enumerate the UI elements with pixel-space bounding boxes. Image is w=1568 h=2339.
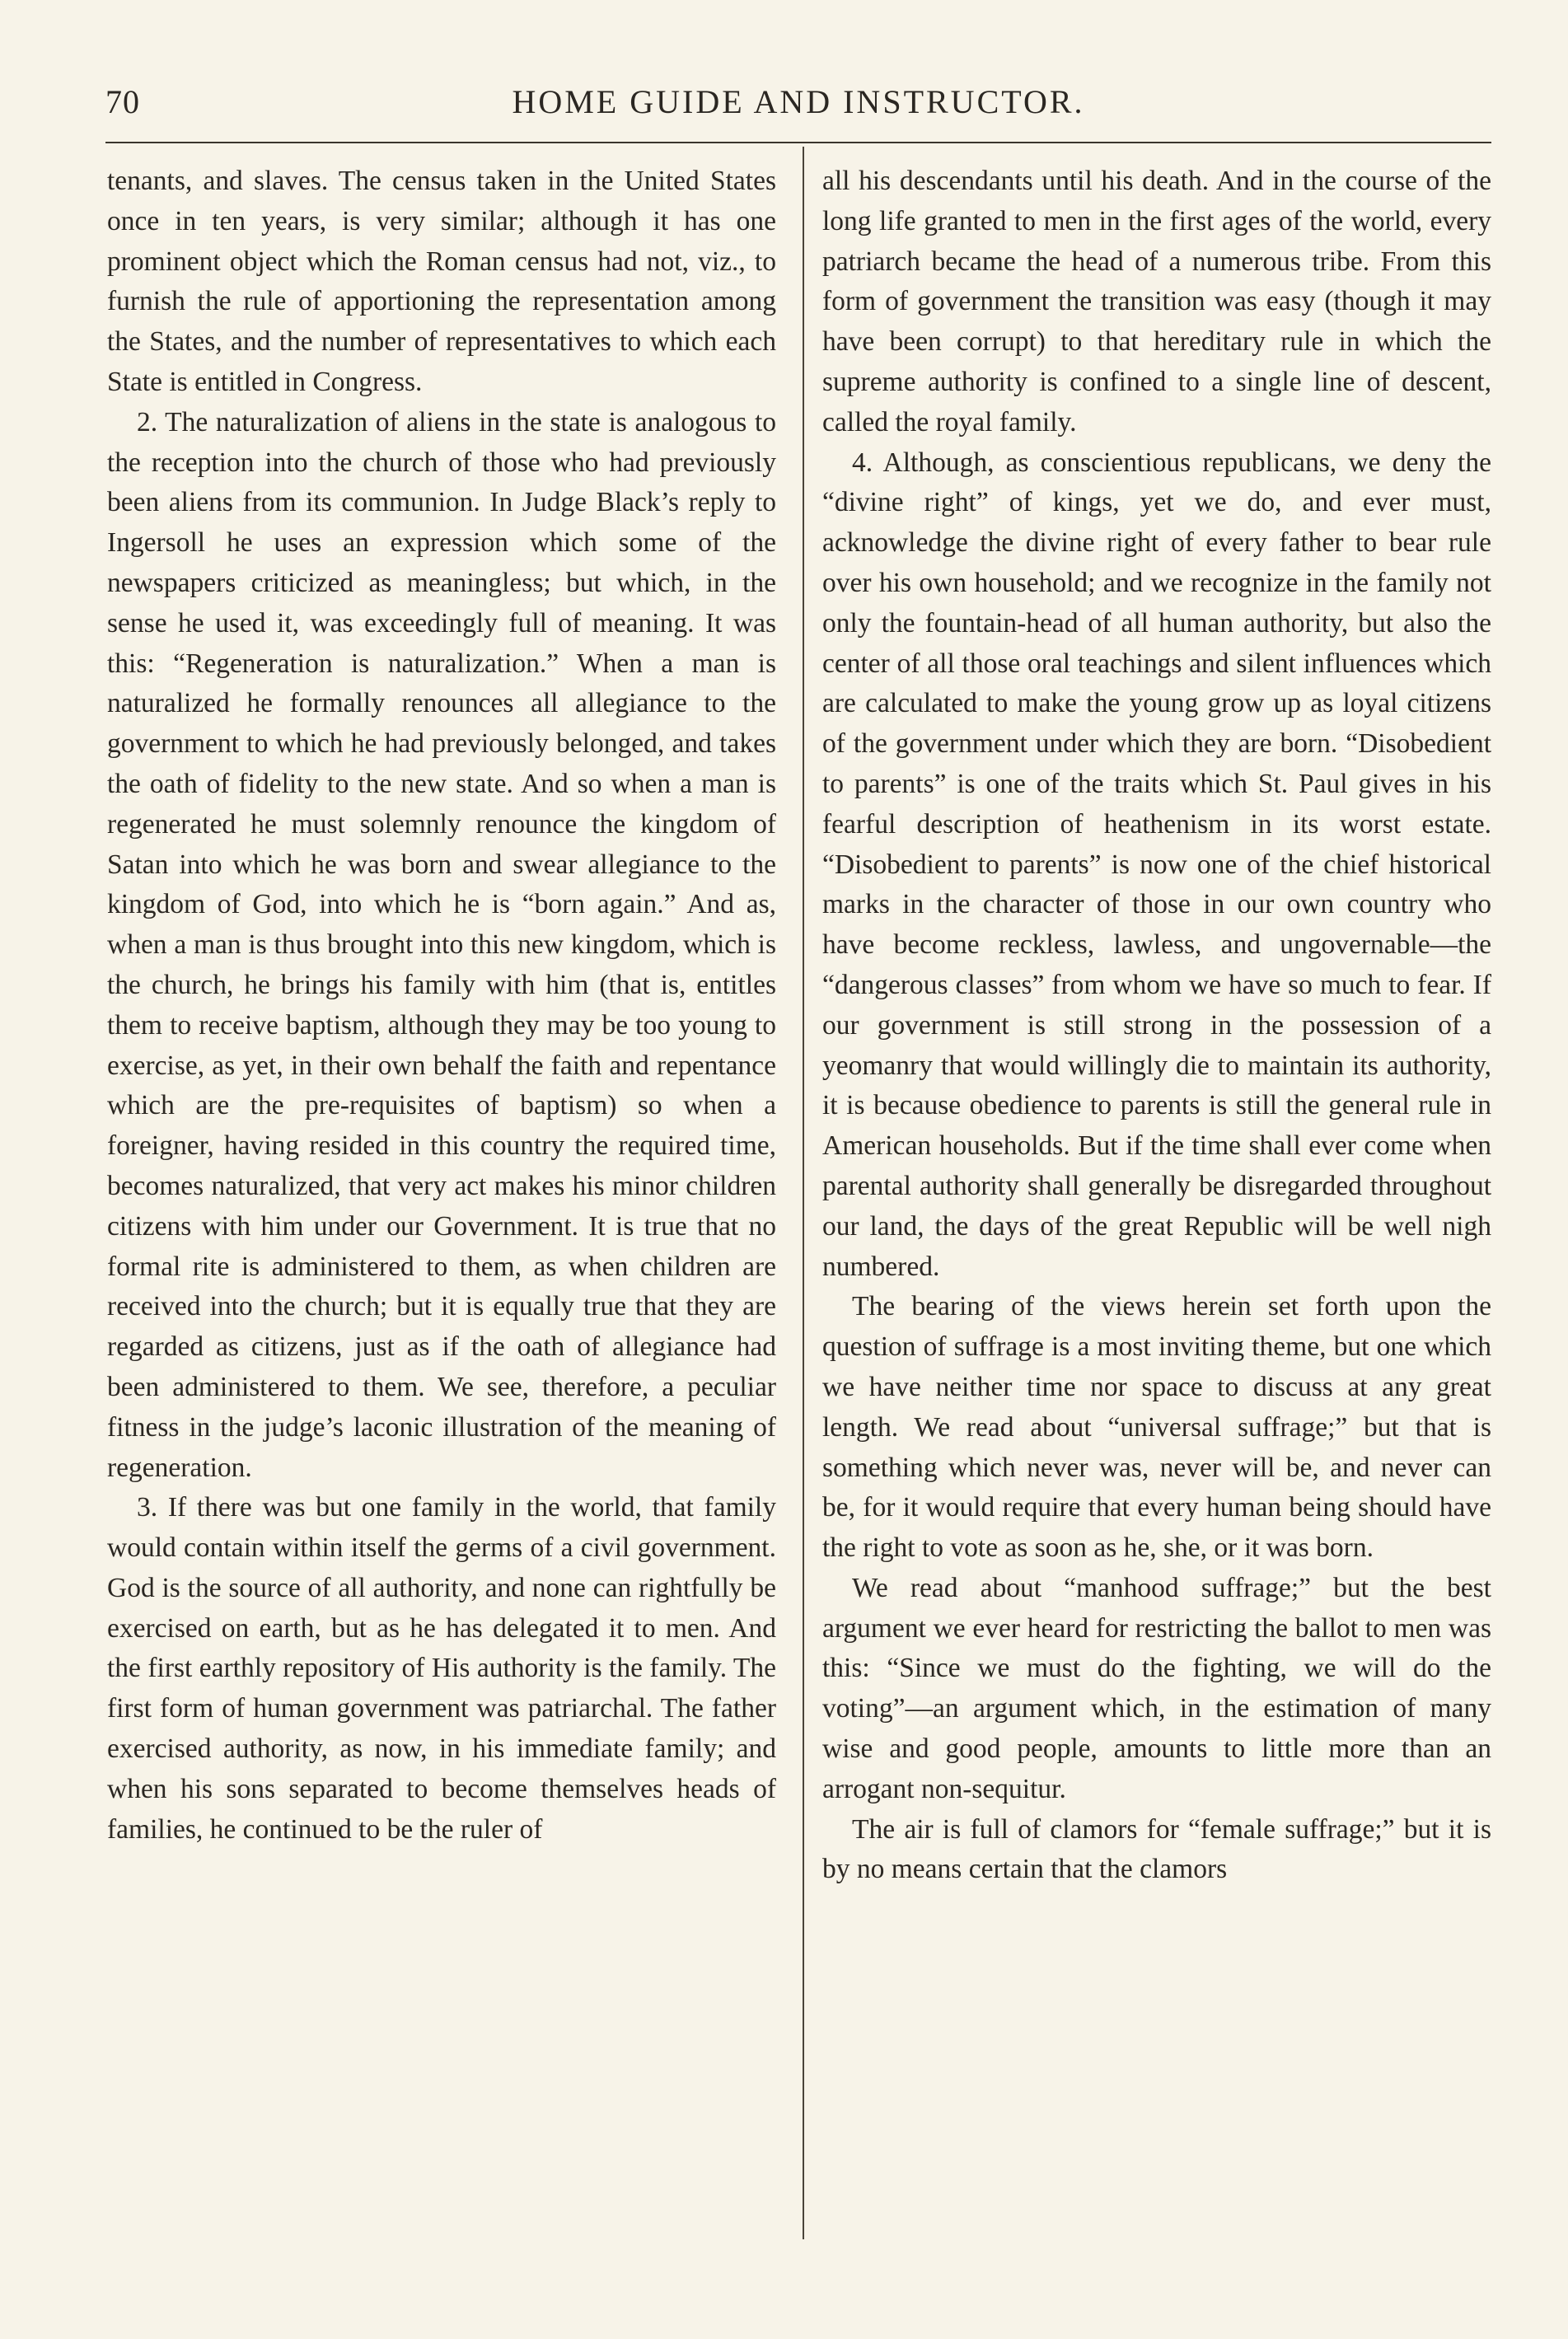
paragraph: all his descendants until his death. And in the course of the long life granted to men in the first ages of the world, every patriarch became the head of a numerous tribe. From this form of government the transition was easy (though it may have been corrupt) to that hereditary rule in which the supreme authority is confined to a single line of descent, called the royal family. xyxy=(822,166,1491,437)
running-title: HOME GUIDE AND INSTRUCTOR. xyxy=(512,83,1085,120)
paragraph: tenants, and slaves. The census taken in the United States once in ten years, is very similar; although it has one prominent object which the Roman census had not, viz., to furnish the rule of apportioning the representation among the States, and the number of representatives to which each State is entitled in Congress. xyxy=(107,166,776,397)
paragraph: 3. If there was but one family in the world, that family would contain within itself the germs of a civil government. God is the source of all authority, and none can rightfully be exercised on earth, but as he has delegated it to men. And the first earthly repository of His authority is the family. The first form of human government was patriarchal. The father exercised authority, as now, in his immediate family; and when his sons separated to become themselves heads of families, he continued to be the ruler of xyxy=(107,1492,776,1845)
paragraph: 4. Although, as conscientious republicans, we deny the “divine right” of kings, yet we do, and ever must, acknowledge the divine right of every father to bear rule over his own household; and we recognize in the family not only the fountain-head of all human authority, but also the center of all those oral teachings and silent influences which are calculated to make the young grow up as loyal citizens of the government under which they are born. “Disobedient to parents” is one of the traits which St. Paul gives in his fearful description of heathenism in its worst estate. “Disobedient to parents” is now one of the chief historical marks in the character of those in our own country who have become reckless, lawless, and ungovernable—the “dangerous classes” from whom we have so much to fear. If our government is still strong in the possession of a yeomanry that would willingly die to maintain its authority, it is because obedience to parents is still the general rule in American households. But if the time shall ever come when parental authority shall generally be disregarded throughout our land, the days of the great Republic will be well nigh numbered. xyxy=(822,447,1491,1282)
page-number: 70 xyxy=(105,83,140,120)
paragraph: The air is full of clamors for “female suffrage;” but it is by no means certain that the clamors xyxy=(822,1813,1491,1885)
right-column xyxy=(822,161,1491,2238)
paragraph: We read about “manhood suffrage;” but the best argument we ever heard for restricting the ballot to men was this: “Since we must do the fighting, we will do the voting”—an argument which, in the estimation of many wise and good people, amounts to little more than an arrogant non-sequitur. xyxy=(822,1572,1491,1804)
left-column xyxy=(107,161,776,2238)
column-divider xyxy=(803,147,804,2239)
page-header xyxy=(105,82,1491,132)
header-rule xyxy=(105,142,1491,143)
paragraph: 2. The naturalization of aliens in the state is analogous to the reception into the church of those who had previously been aliens from its communion. In Judge Black’s reply to Ingersoll he uses an expression which some of the newspapers criticized as meaningless; but which, in the sense he used it, was exceedingly full of meaning. It was this: “Regeneration is naturalization.” When a man is naturalized he formally renounces all allegiance to the government to which he had previously belonged, and takes the oath of fidelity to the new state. And so when a man is regenerated he must solemnly renounce the kingdom of Satan into which he was born and swear allegiance to the kingdom of God, into which he is “born again.” And as, when a man is thus brought into this new kingdom, which is the church, he brings his family with him (that is, entitles them to receive baptism, although they may be too young to exercise, as yet, in their own behalf the faith and repentance which are the pre-requisites of baptism) so when a foreigner, having resided in this country the required time, becomes naturalized, that very act makes his minor children citizens with him under our Government. It is true that no formal rite is administered to them, as when children are received into the church; but it is equally true that they are regarded as citizens, just as if the oath of allegiance had been administered to them. We see, therefore, a peculiar fitness in the judge’s laconic illustration of the meaning of regeneration. xyxy=(107,406,776,1483)
paragraph: The bearing of the views herein set forth upon the question of suffrage is a most inviting theme, but one which we have neither time nor space to discuss at any great length. We read about “universal suffrage;” but that is something which never was, never will be, and never can be, for it would require that every human being should have the right to vote as soon as he, she, or it was born. xyxy=(822,1291,1491,1564)
